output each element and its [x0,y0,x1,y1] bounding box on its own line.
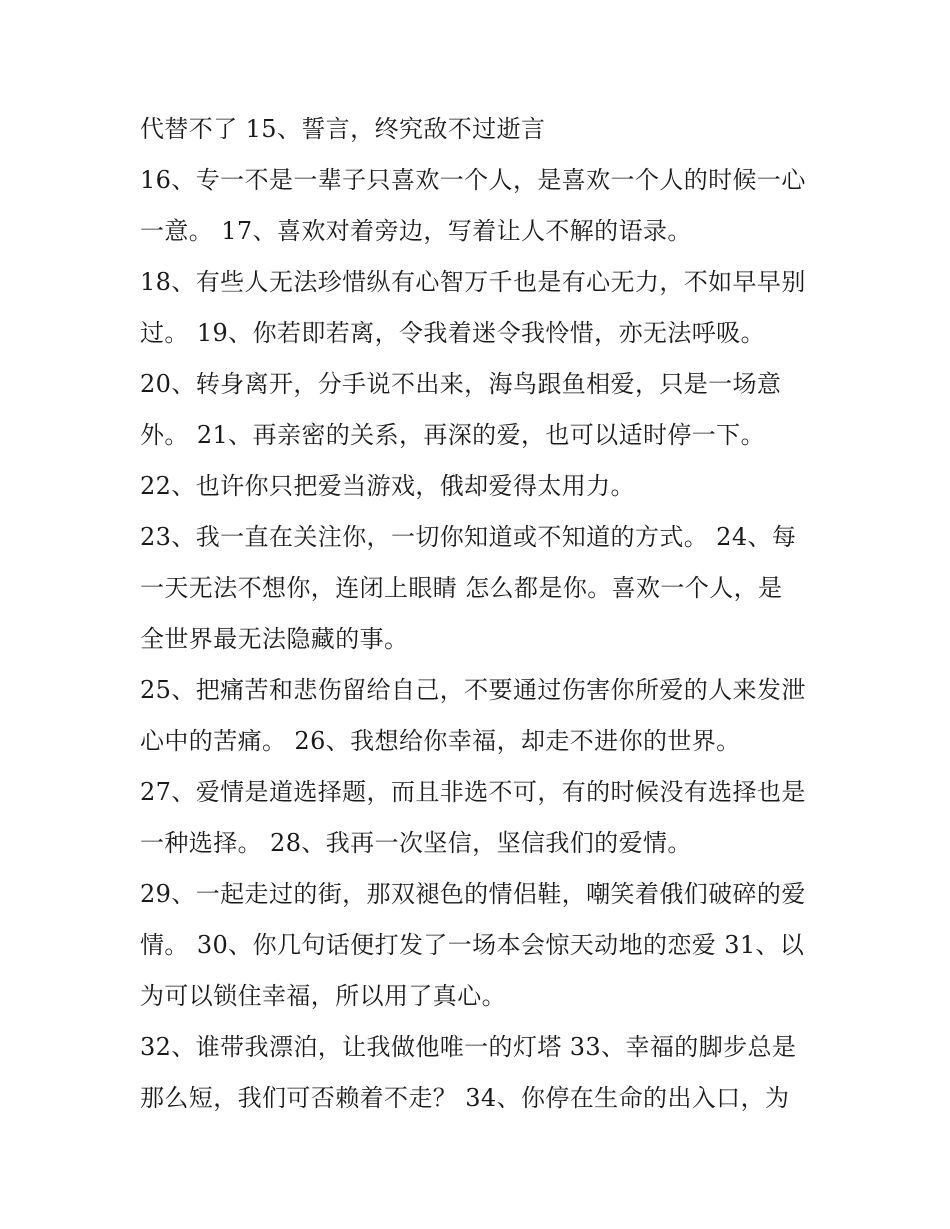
text-line: 代替不了 15、誓言，终究敌不过逝言 [140,115,546,143]
text-line: 心中的苦痛。 26、我想给你幸福，却走不进你的世界。 [140,727,741,755]
text-line: 一意。 17、喜欢对着旁边，写着让人不解的语录。 [140,217,692,245]
text-line: 25、把痛苦和悲伤留给自己，不要通过伤害你所爱的人来发泄 [140,676,806,704]
text-line: 18、有些人无法珍惜纵有心智万千也是有心无力，不如早早别 [140,268,806,296]
text-line: 20、转身离开，分手说不出来，海鸟跟鱼相爱，只是一场意 [140,370,782,398]
text-line: 一天无法不想你，连闭上眼睛 怎么都是你。喜欢一个人，是 [140,574,783,602]
text-line: 一种选择。 28、我再一次坚信，坚信我们的爱情。 [140,829,692,857]
text-line: 27、爱情是道选择题，而且非选不可，有的时候没有选择也是 [140,778,806,806]
text-line: 16、专一不是一辈子只喜欢一个人，是喜欢一个人的时候一心 [140,166,806,194]
text-line: 32、谁带我漂泊，让我做他唯一的灯塔 33、幸福的脚步总是 [140,1033,797,1061]
text-body [140,104,830,1124]
text-line: 那么短，我们可否赖着不走？ 34、你停在生命的出入口，为 [140,1084,790,1112]
text-line: 22、也许你只把爱当游戏，俄却爱得太用力。 [140,472,635,500]
text-line: 为可以锁住幸福，所以用了真心。 [140,982,506,1010]
text-line: 全世界最无法隐藏的事。 [140,625,409,653]
text-line: 过。 19、你若即若离，令我着迷令我怜惜，亦无法呼吸。 [140,319,765,347]
text-line: 29、一起走过的街，那双褪色的情侣鞋，嘲笑着俄们破碎的爱 [140,880,806,908]
text-line: 情。 30、你几句话便打发了一场本会惊天动地的恋爱 31、以 [140,931,805,959]
text-line: 外。 21、再亲密的关系，再深的爱，也可以适时停一下。 [140,421,765,449]
text-line: 23、我一直在关注你，一切你知道或不知道的方式。 24、每 [140,523,797,551]
